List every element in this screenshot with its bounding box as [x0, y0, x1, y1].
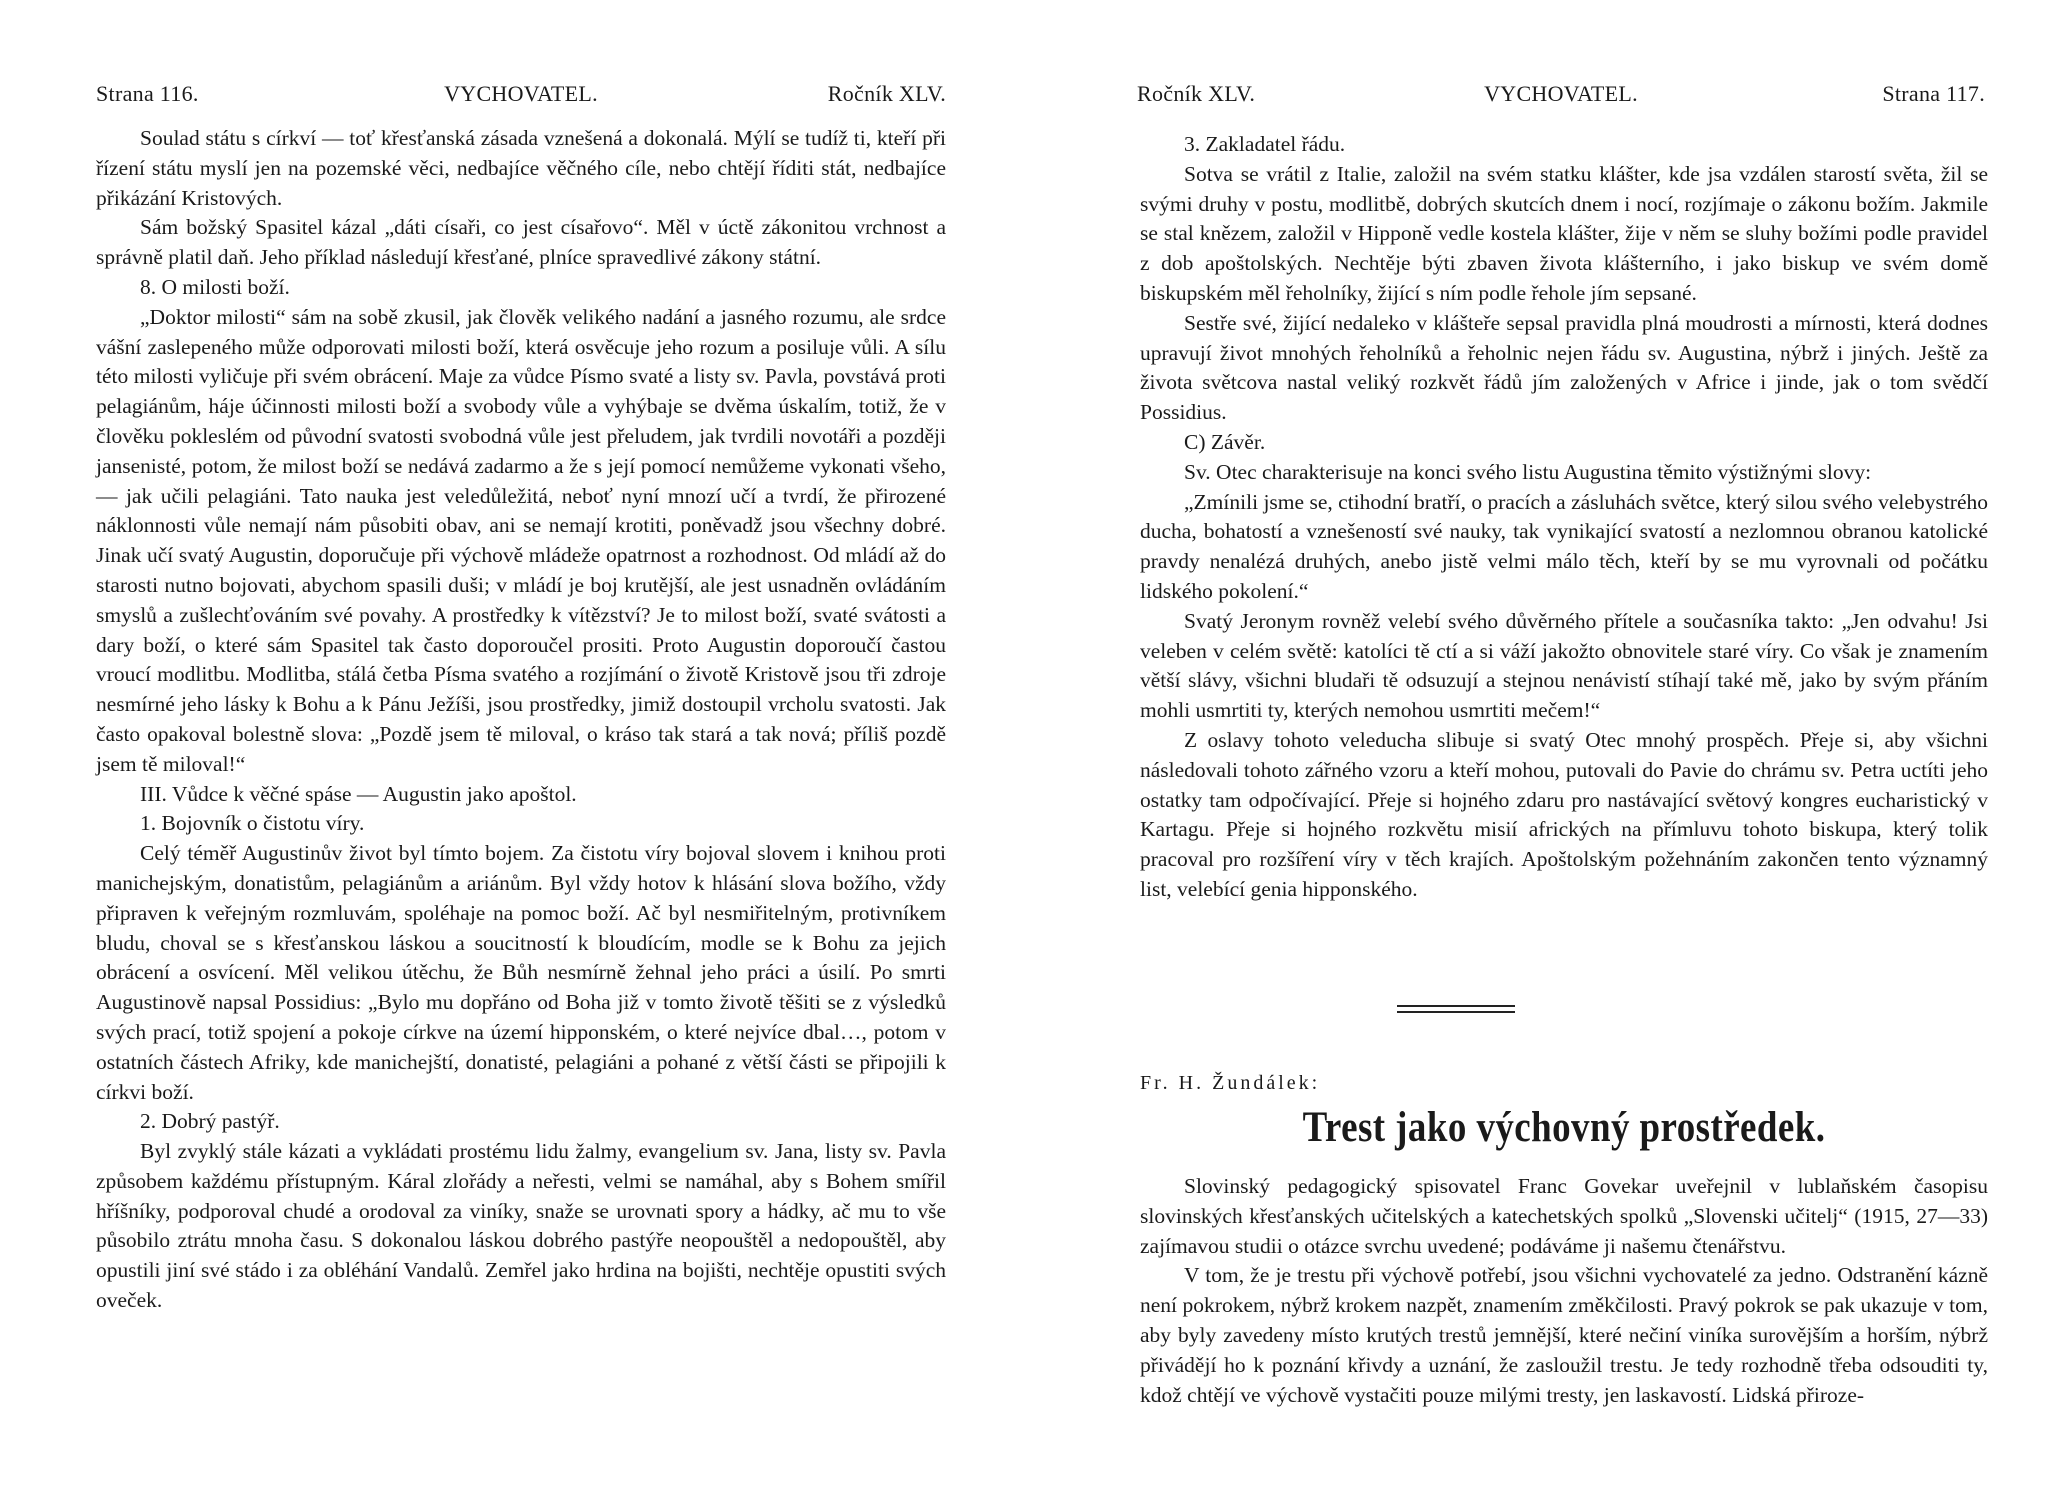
- divider-line: [1397, 1005, 1515, 1007]
- paragraph: Z oslavy tohoto veleducha slibuje si svatý Otec mnohý prospěch. Přeje si, aby všichni následovali tohoto zářného vzoru a kteří mohou, putovali do Pavie do chrámu sv. Petra uctíti jeho ostatky tam odpočívající. Přeje si hojného zdaru pro nastávající světový kongres eucharistický v Kartagu. Přeje si hojného rozkvětu misií afrických na přímluvu tohoto biskupa, který tolik pracoval pro rozšíření víry v těch krajích. Apoštolským požehnáním zakončen tento významný list, velebící genia hipponského.: [1140, 727, 1988, 901]
- left-page-body: [96, 124, 946, 1316]
- article-body: [1140, 1172, 1988, 1410]
- divider-line: [1397, 1011, 1515, 1013]
- section-heading: III. Vůdce k věčné spáse — Augustin jako apoštol.: [140, 781, 577, 806]
- right-page-body: [1140, 130, 1988, 905]
- paragraph: Celý téměř Augustinův život byl tímto bojem. Za čistotu víry bojoval slovem i knihou proti manichejským, donatistům, pelagiánům a ariánům. Byl vždy hotov k hlásání slova božího, vždy připraven k veřejným rozmluvám, spoléhaje na pomoc boží. Ač byl nesmiřitelným, protivníkem bludu, choval se s křesťanskou láskou a soucitností k bloudícím, modle se k Bohu za jejich obrácení a osvícení. Měl velikou útěchu, že Bůh nesmírně žehnal jeho práci a úsilí. Po smrti Augustinově napsal Possidius: „Bylo mu dopřáno od Boha již v tomto životě těšiti se z výsledků svých prací, totiž spojení a pokoje církve na území hipponském, o které nejvíce dbal…, potom v ostatních částech Afriky, kde manichejští, donatisté, pelagiáni a pohané z větší části se připojili k církvi boží.: [96, 841, 946, 1104]
- journal-title: VYCHOVATEL.: [444, 81, 598, 106]
- volume-number: Ročník XLV.: [1137, 81, 1256, 106]
- section-heading: 3. Zakladatel řádu.: [1184, 132, 1346, 156]
- paragraph: „Doktor milosti“ sám na sobě zkusil, jak člověk velikého nadání a jasného rozumu, ale srdce vášní zaslepeného může odporovati milosti boží, která osvěcuje jeho rozum a posiluje vůli. A sílu této milosti vyličuje při svém obrácení. Maje za vůdce Písmo svaté a listy sv. Pavla, povstává proti pelagiánům, háje účinnosti milosti boží a svobody vůle a vyhýbaje se dvěma úskalím, totiž, že v člověku pokleslém od původní svatosti svobodná vůle jest přeludem, jak tvrdili novotáři a později jansenisté, potom, že milost boží se nedává zadarmo a že s její pomocí nemůžeme vykonati všeho, — jak učili pelagiáni. Tato nauka jest veledůležitá, neboť nyní mnozí učí a tvrdí, že přirozené náklonnosti vůle nemají nám působiti obav, ani se nemají krotiti, poněvadž jsou všechny dobré. Jinak učí svatý Augustin, doporučuje při výchově mládeže opatrnost a rozhodnost. Od mládí až do starosti nutno bojovati, abychom spasili duši; v mládí je boj krutější, ale jest usnadněn ovládáním smyslů a zušlechťováním své povahy. A prostředky k vítězství? Je to milost boží, svaté svátosti a dary boží, o které sám Spasitel tak často doporoučel prositi. Proto Augustin doporoučí častou vroucí modlitbu. Modlitba, stálá četba Písma svatého a rozjímání o životě Kristově jsou tři zdroje nesmírné jeho lásky k Bohu a k Pánu Ježíši, jsou prostředky, jimiž dostoupil vrcholu svatosti. Jak často opakoval bolestně slova: „Pozdě jsem tě miloval, o kráso tak stará a tak nová; příliš pozdě jsem tě miloval!“: [96, 304, 946, 776]
- article-author: Fr. H. Žundálek:: [1140, 1072, 1321, 1094]
- paragraph: Sv. Otec charakterisuje na konci svého listu Augustina těmito výstižnými slovy:: [1184, 459, 1872, 484]
- right-page-header: [1137, 78, 1985, 110]
- article-title: Trest jako výchovný prostředek.: [1302, 1104, 1826, 1151]
- paragraph: Slovinský pedagogický spisovatel Franc Govekar uveřejnil v lublaňském časopisu slovinských křesťanských učitelských a katechetských spolků „Slovenski učitelj“ (1915, 27—33) zajímavou studii o otázce svrchu uvedené; podáváme ji našemu čtenářstvu.: [1140, 1174, 1988, 1258]
- section-heading: C) Závěr.: [1184, 429, 1266, 454]
- page-number: Strana 117.: [1882, 81, 1985, 106]
- paragraph: Sám božský Spasitel kázal „dáti císaři, co jest císařovo“. Měl v úctě zákonitou vrchnost a správně platil daň. Jeho příklad následují křesťané, plníce spravedlivé zákony státní.: [96, 215, 946, 270]
- paragraph: Byl zvyklý stále kázati a vykládati prostému lidu žalmy, evangelium sv. Jana, listy sv. Pavla způsobem každému přístupným. Káral zlořády a neřesti, velmi se namáhal, aby s Bohem smířil hříšníky, podporoval chudé a orodoval za viníky, snaže se urovnati spory a hádky, ač mu to vše působilo ztrátu mnoha času. S dokonalou láskou dobrého pastýře neopouštěl a nedopouštěl, aby opustili jiní své stádo i za obléhání Vandalů. Zemřel jako hrdina na bojišti, nechtěje opustiti svých oveček.: [96, 1139, 946, 1313]
- right-page: [1030, 0, 2060, 1500]
- left-page-header: [96, 78, 946, 110]
- paragraph: Sotva se vrátil z Italie, založil na svém statku klášter, kde jsa vzdálen starostí světa, žil se svými druhy v postu, modlitbě, dobrých skutcích dnem i nocí, rozjímaje o zákonu božím. Jakmile se stal knězem, založil v Hipponě vedle kostela klášter, žije v něm se sluhy božími podle pravidel z dob apoštolských. Nechtěje býti zbaven života klášterního, i jako biskup ve svém domě biskupském měl řeholníky, žijící s ním podle řehole jím sepsané.: [1140, 161, 1988, 305]
- journal-title: VYCHOVATEL.: [1484, 81, 1638, 106]
- paragraph: Soulad státu s církví — toť křesťanská zásada vznešená a dokonalá. Mýlí se tudíž ti, kteří při řízení státu myslí jen na pozemské věci, nedbajíce věčného cíle, nebo chtějí říditi stát, nedbajíce přikázání Kristových.: [96, 126, 946, 210]
- volume-number: Ročník XLV.: [827, 81, 946, 106]
- section-heading: 2. Dobrý pastýř.: [140, 1109, 280, 1134]
- paragraph: V tom, že je trestu při výchově potřebí, jsou všichni vychovatelé za jedno. Odstranění kázně není pokrokem, nýbrž krokem nazpět, znamením změkčilosti. Pravý pokrok se pak ukazuje v tom, aby byly zavedeny místo krutých trestů jemnější, které nečiní viníka surovějším a horším, nýbrž přivádějí ho k poznání křivdy a uznání, že zasloužil trestu. Je tedy rozhodně třeba odsouditi ty, kdož chtějí ve výchově vystačiti pouze milými tresty, jen laskavostí. Lidská přiroze-: [1140, 1263, 1988, 1407]
- quotation: „Zmínili jsme se, ctihodní bratří, o pracích a zásluhách světce, který silou svého velebystrého ducha, bohatostí a vznešeností své nauky, tak vynikající svatostí a nezlomnou obranou katolické pravdy nenalézá druhých, anebo jistě velmi málo těch, kteří by se mu vyrovnali od počátku lidského pokolení.“: [1140, 489, 1988, 603]
- section-heading: 8. O milosti boží.: [140, 274, 290, 299]
- section-heading: 1. Bojovník o čistotu víry.: [140, 811, 365, 836]
- paragraph: Svatý Jeronym rovněž velebí svého důvěrného přítele a současníka takto: „Jen odvahu! Jsi veleben v celém světě: katolíci tě ctí a si váží jakožto obnovitele staré víry. Co však je znamením větší slávy, všichni bludaři tě odsuzují a stejnou nenávistí stíhají také mě, jako by svým přáním mohli usmrtiti ty, kterých nemohou usmrtiti mečem!“: [1140, 608, 1988, 723]
- section-divider: [1397, 1005, 1515, 1019]
- paragraph: Sestře své, žijící nedaleko v klášteře sepsal pravidla plná moudrosti a mírnosti, která dodnes upravují život mnohých řeholníků a řeholnic nejen řádu sv. Augustina, nýbrž i jiných. Ještě za života světcova nastal veliký rozkvět řádů jím založených v Africe i jinde, jak o tom svědčí Possidius.: [1140, 310, 1988, 425]
- page-number: Strana 116.: [96, 81, 199, 106]
